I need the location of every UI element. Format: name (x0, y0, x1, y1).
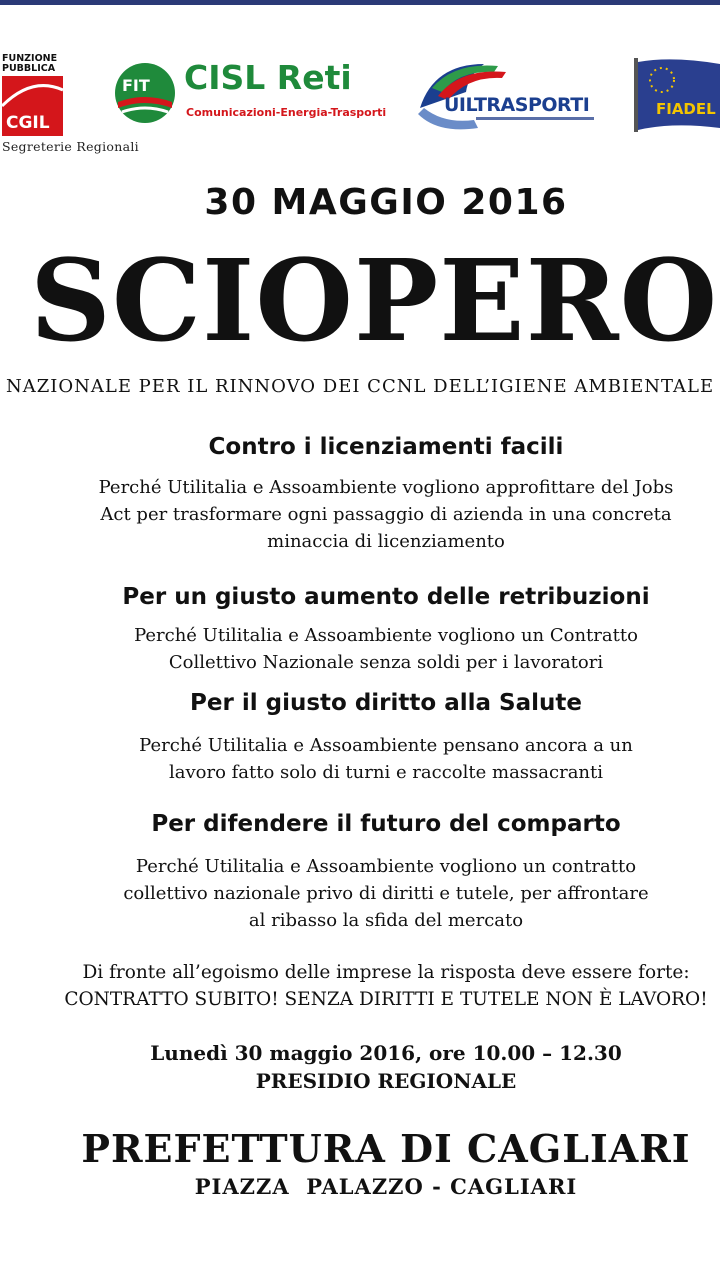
fiadel-flag-icon (632, 56, 720, 134)
event-address: PIAZZA PALAZZO - CAGLIARI (194, 1174, 578, 1199)
section-4-line-2: collettivo nazionale privo di diritti e tutele, per affrontare (123, 883, 649, 904)
section-heading-1: Contro i licenziamenti facili (208, 434, 564, 460)
cgil-line2: PUBBLICA (2, 63, 56, 74)
cgil-curve-icon (2, 76, 63, 110)
section-body-4 (0, 853, 720, 934)
uiltrasporti-logo (414, 58, 596, 134)
section-1-line-1: Perché Utilitalia e Assoambiente vogliono approfittare del Jobs (98, 477, 674, 498)
section-4-line-1: Perché Utilitalia e Assoambiente vogliono un contratto (135, 856, 637, 877)
appeal-line-2: CONTRATTO SUBITO! SENZA DIRITTI E TUTELE NON È LAVORO! (64, 989, 708, 1010)
section-heading-4: Per difendere il futuro del comparto (151, 811, 621, 837)
section-3-line-1: Perché Utilitalia e Assoambiente pensano ancora a un (139, 735, 633, 756)
cgil-line1: FUNZIONE (2, 53, 58, 64)
appeal (0, 959, 720, 1013)
section-4-line-3: al ribasso la sfida del mercato (248, 910, 524, 931)
section-1-line-2: Act per trasformare ogni passaggio di azienda in una concreta (100, 504, 672, 525)
strike-date: 30 MAGGIO 2016 (204, 182, 568, 223)
cgil-name: CGIL (6, 113, 50, 133)
section-heading-2: Per un giusto aumento delle retribuzioni (122, 584, 650, 610)
cgil-caption: Segreterie Regionali (2, 139, 139, 154)
subtitle: NAZIONALE PER IL RINNOVO DEI CCNL DELL’IGIENE AMBIENTALE (6, 376, 715, 397)
uil-small-print (476, 117, 594, 120)
page-title: SCIOPERO (30, 236, 719, 367)
section-1-line-3: minaccia di licenziamento (267, 531, 505, 552)
cisl-name: CISL Reti (184, 58, 352, 97)
fiadel-logo (632, 56, 720, 134)
cisl-tagline: Comunicazioni-Energia-Trasporti (186, 106, 387, 119)
section-body-1 (0, 474, 720, 555)
section-body-2 (0, 622, 720, 676)
uil-name: UILTRASPORTI (444, 94, 590, 116)
event-details (0, 1039, 720, 1095)
event-place: PREFETTURA DI CAGLIARI (81, 1126, 691, 1171)
event-when: Lunedì 30 maggio 2016, ore 10.00 – 12.30 (150, 1041, 622, 1065)
section-heading-3: Per il giusto diritto alla Salute (190, 690, 582, 716)
section-2-line-1: Perché Utilitalia e Assoambiente vogliono un Contratto (134, 625, 638, 646)
section-2-line-2: Collettivo Nazionale senza soldi per i lavoratori (168, 652, 604, 673)
cgil-logo (2, 54, 68, 136)
appeal-line-1: Di fronte all’egoismo delle imprese la risposta deve essere forte: (82, 962, 690, 983)
event-what: PRESIDIO REGIONALE (255, 1069, 517, 1093)
cgil-red-box (2, 76, 63, 136)
fiadel-name: FIADEL (656, 100, 716, 118)
section-3-line-2: lavoro fatto solo di turni e raccolte massacranti (168, 762, 604, 783)
fit-badge-label: FIT (122, 76, 150, 95)
top-border (0, 0, 720, 5)
section-body-3 (0, 732, 720, 786)
